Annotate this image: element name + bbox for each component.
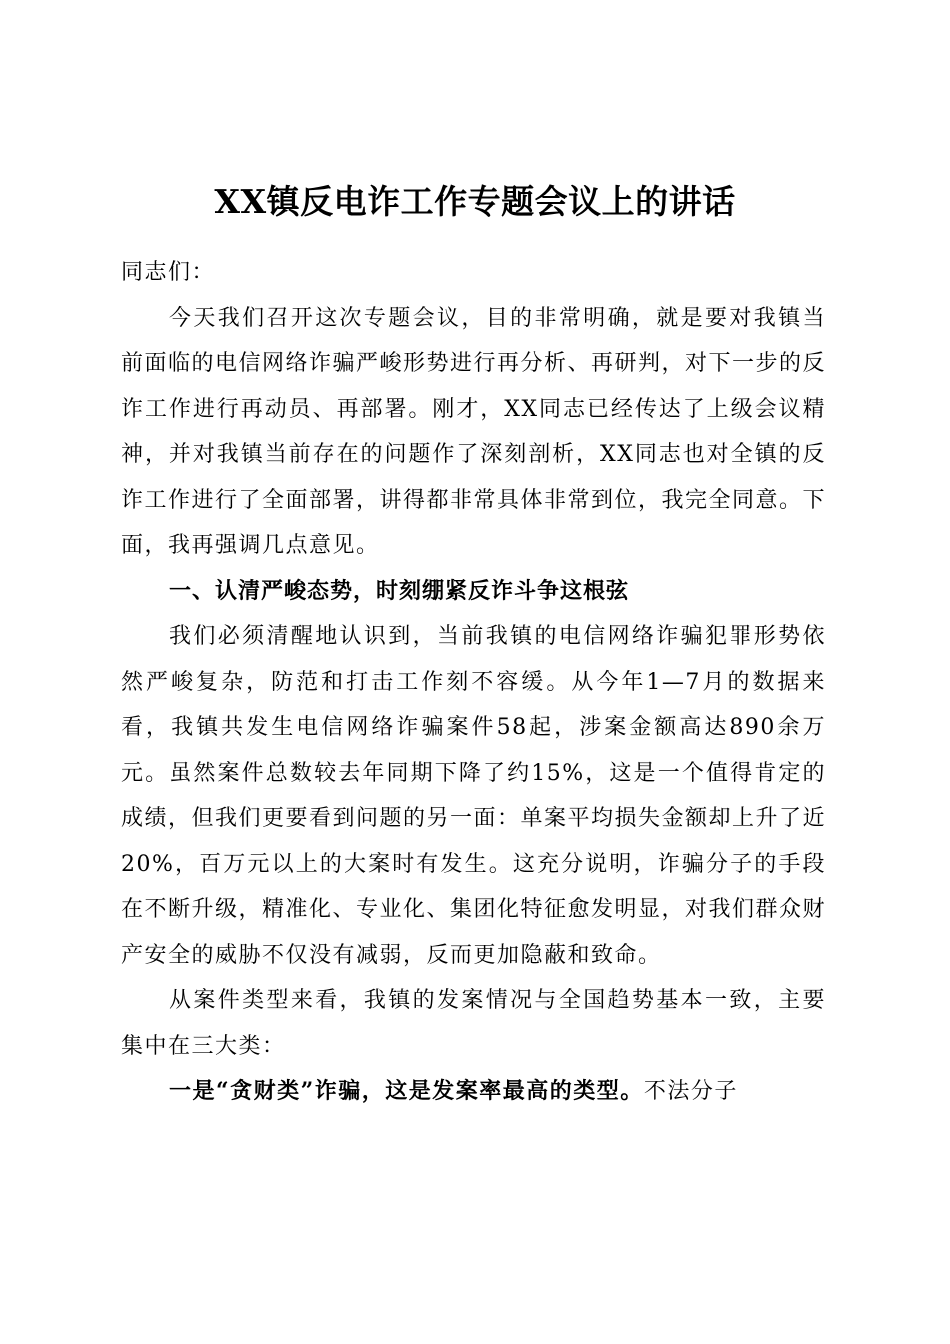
paragraph-type-one xyxy=(121,1069,826,1115)
salutation: 同志们： xyxy=(121,260,216,285)
paragraph-type-one-text: 不法分子 xyxy=(643,1079,738,1104)
paragraph-type-one-lead: 一是“贪财类”诈骗，这是发案率最高的类型。 xyxy=(169,1078,644,1104)
section-heading-1: 一、认清严峻态势，时刻绷紧反诈斗争这根弦 xyxy=(169,578,630,604)
document-title: XX镇反电诈工作专题会议上的讲话 xyxy=(214,182,736,221)
document-body xyxy=(121,250,826,1115)
paragraph-case-types: 从案件类型来看，我镇的发案情况与全国趋势基本一致，主要集中在三大类： xyxy=(121,988,826,1059)
paragraph-intro: 今天我们召开这次专题会议，目的非常明确，就是要对我镇当前面临的电信网络诈骗严峻形势进行再分析、再研判，对下一步的反诈工作进行再动员、再部署。刚才，XX同志已经传达了上级会议精神，并对我镇当前存在的问题作了深刻剖析，XX同志也对全镇的反诈工作进行了全面部署，讲得都非常具体非常到位，我完全同意。下面，我再强调几点意见。 xyxy=(121,305,827,558)
paragraph-situation: 我们必须清醒地认识到，当前我镇的电信网络诈骗犯罪形势依然严峻复杂，防范和打击工作刻不容缓。从今年1—7月的数据来看，我镇共发生电信网络诈骗案件58起，涉案金额高达890余万元。虽然案件总数较去年同期下降了约15%，这是一个值得肯定的成绩，但我们更要看到问题的另一面：单案平均损失金额却上升了近20%，百万元以上的大案时有发生。这充分说明，诈骗分子的手段在不断升级，精准化、专业化、集团化特征愈发明显，对我们群众财产安全的威胁不仅没有减弱，反而更加隐蔽和致命。 xyxy=(121,624,827,968)
